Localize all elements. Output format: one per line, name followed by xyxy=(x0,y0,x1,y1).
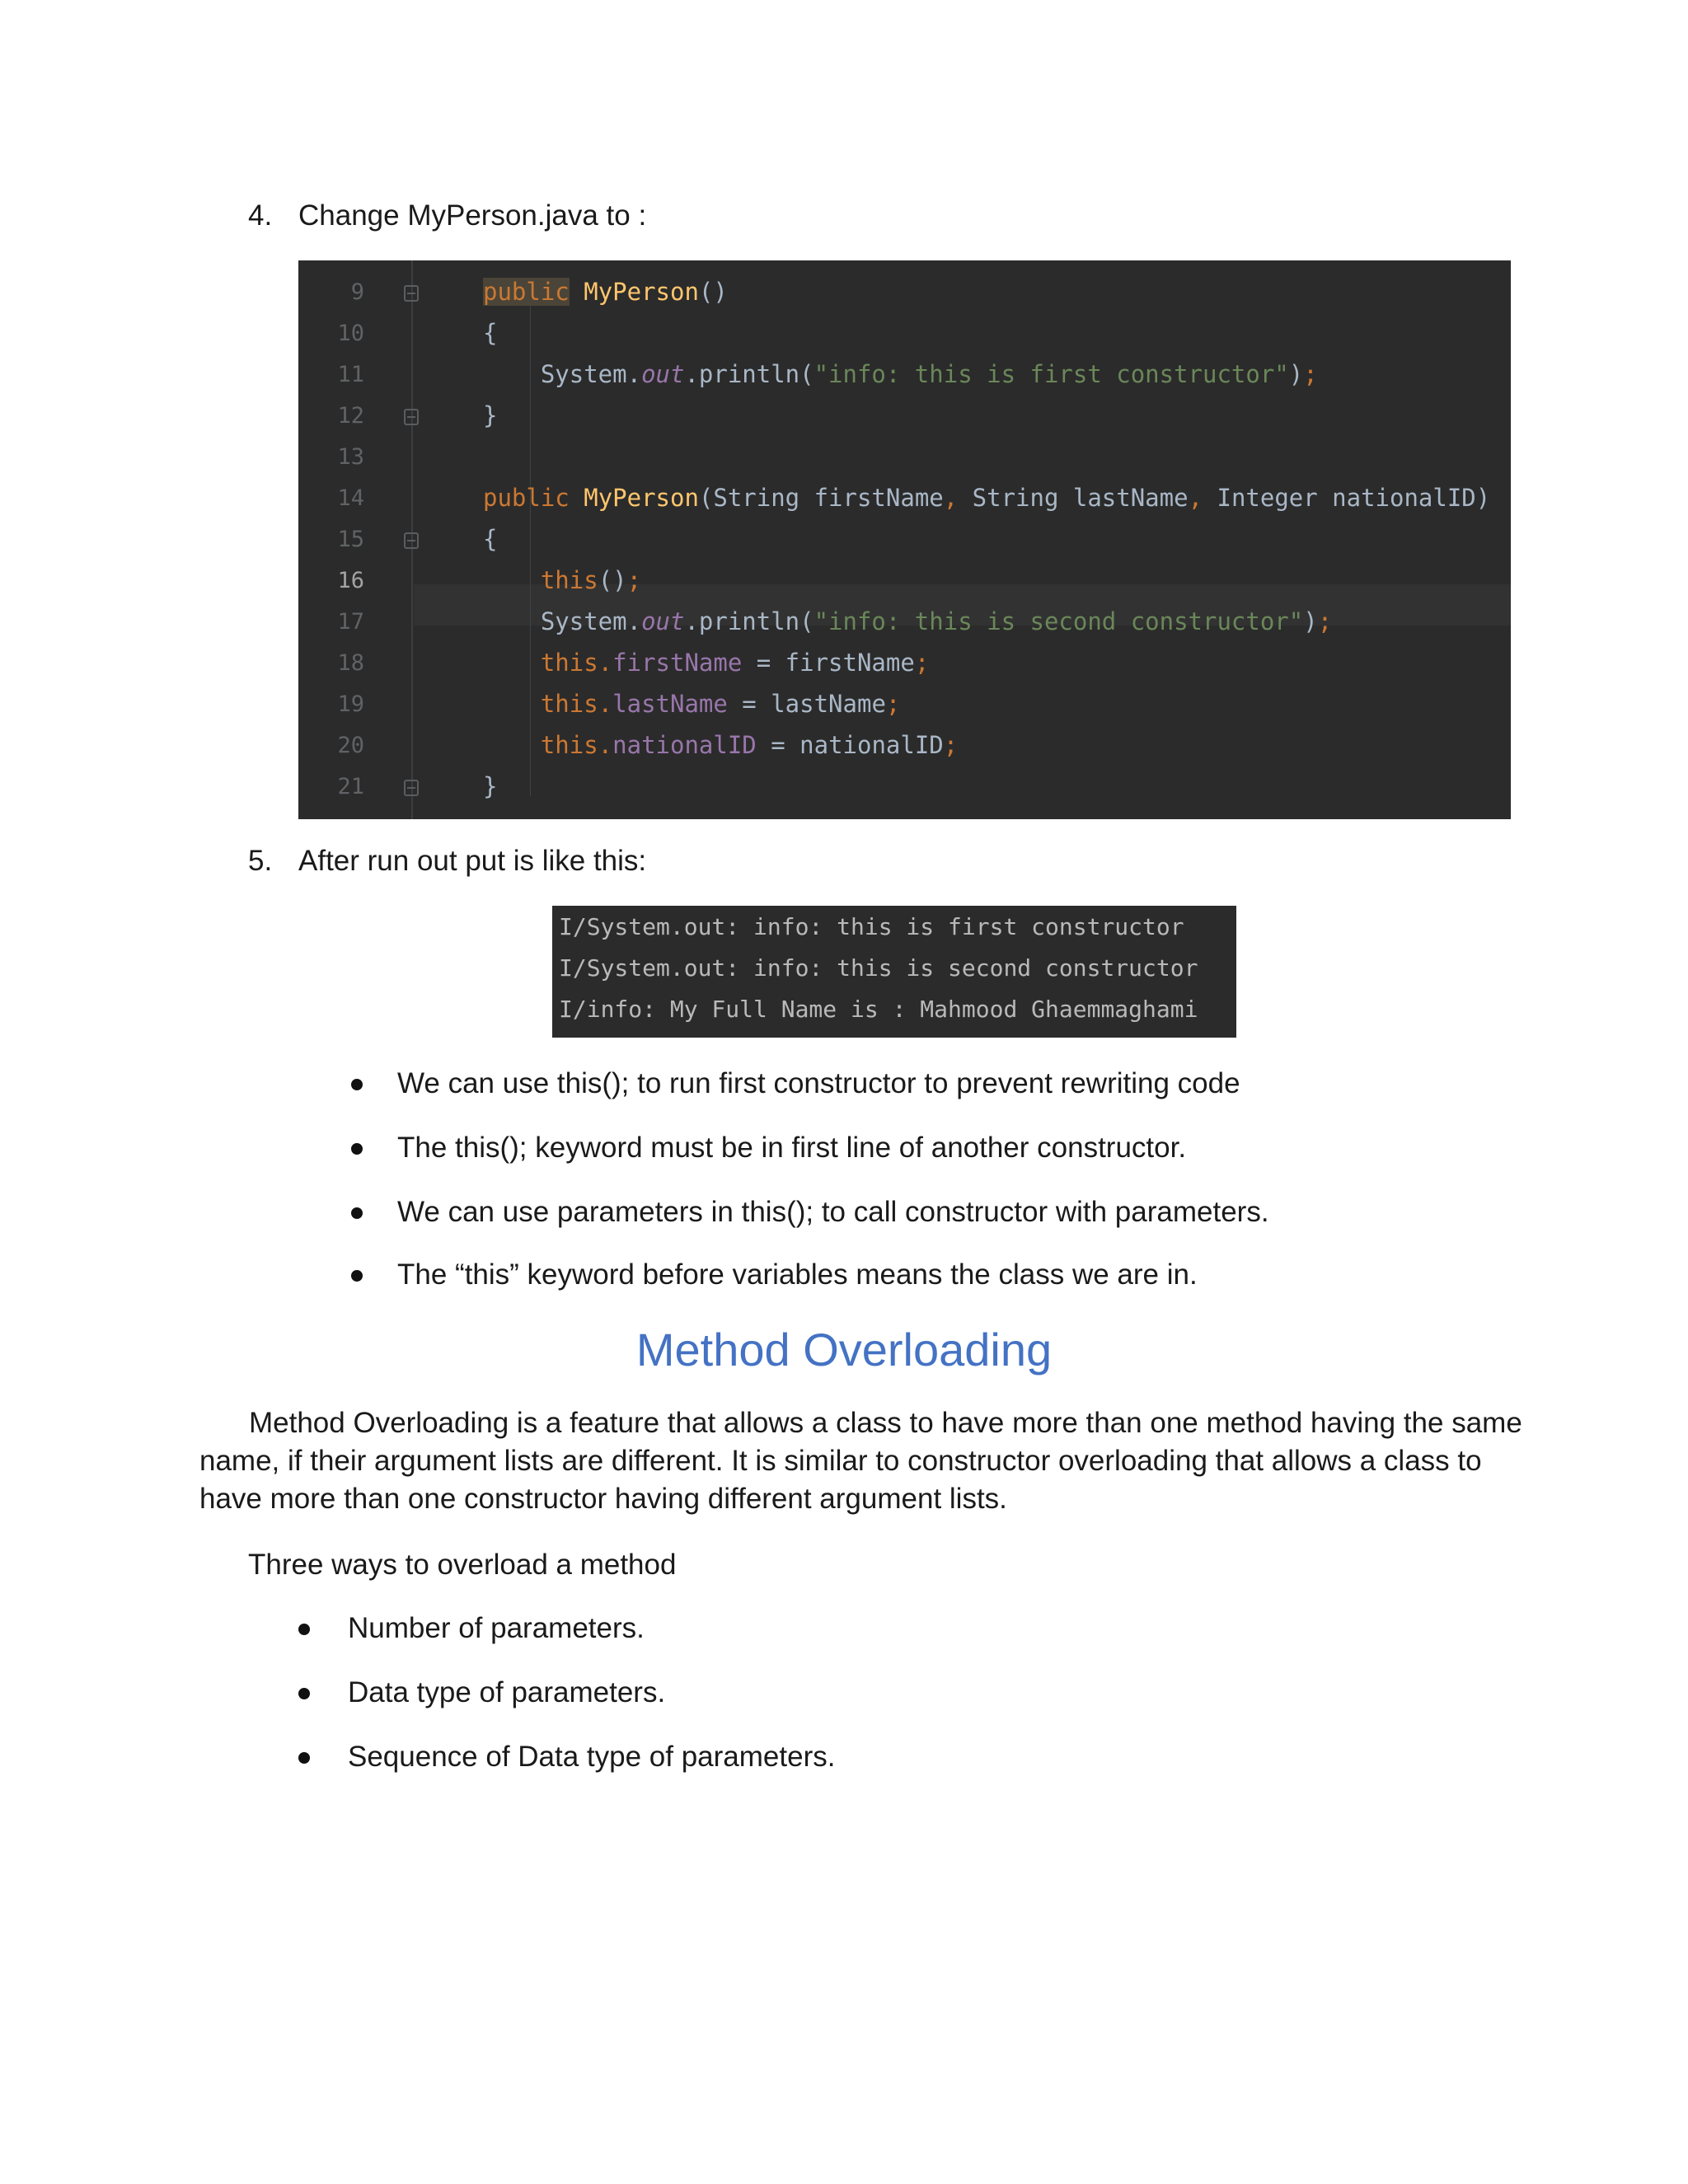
code-line: public MyPerson(String firstName, String lastName, Integer nationalID) xyxy=(483,484,1491,512)
code-editor-screenshot xyxy=(298,260,1511,819)
step-number: 5. xyxy=(248,845,273,877)
paragraph-line: have more than one constructor having different argument lists. xyxy=(199,1483,1007,1515)
note-text: We can use this(); to run first constructor to prevent rewriting code xyxy=(397,1067,1240,1099)
console-output-screenshot xyxy=(552,906,1236,1038)
code-line: this.firstName = firstName; xyxy=(540,649,930,677)
way-item: Number of parameters. xyxy=(348,1612,645,1644)
note-text: We can use parameters in this(); to call constructor with parameters. xyxy=(397,1196,1269,1228)
bullet-icon xyxy=(298,1624,310,1635)
way-item: Data type of parameters. xyxy=(348,1676,666,1708)
bullet-icon xyxy=(351,1143,363,1155)
step-number: 4. xyxy=(248,199,273,232)
note-text: The this(); keyword must be in first line of another constructor. xyxy=(397,1132,1187,1164)
code-line: this.nationalID = nationalID; xyxy=(540,731,959,759)
code-line: public MyPerson() xyxy=(483,278,728,306)
line-number: 12 xyxy=(337,403,364,429)
code-line: this(); xyxy=(540,566,642,594)
line-number: 19 xyxy=(337,691,364,717)
line-number: 14 xyxy=(337,485,364,511)
fold-marker-icon[interactable] xyxy=(404,409,419,425)
code-line: } xyxy=(483,772,498,800)
fold-marker-icon[interactable] xyxy=(404,780,419,796)
line-number: 17 xyxy=(337,609,364,635)
line-number: 9 xyxy=(350,279,364,305)
fold-marker-icon[interactable] xyxy=(404,285,419,302)
ways-intro: Three ways to overload a method xyxy=(248,1549,677,1581)
note-text: The “this” keyword before variables means the class we are in. xyxy=(397,1258,1198,1291)
code-line: { xyxy=(483,319,498,347)
body-paragraph xyxy=(199,1404,1522,1518)
line-number: 13 xyxy=(337,444,364,470)
line-number: 15 xyxy=(337,527,364,552)
bullet-icon xyxy=(351,1207,363,1219)
line-number: 11 xyxy=(337,362,364,387)
bullet-icon xyxy=(351,1270,363,1282)
console-line: I/System.out: info: this is first constructor xyxy=(559,913,1184,940)
line-number: 20 xyxy=(337,733,364,758)
code-line: System.out.println("info: this is second constructor"); xyxy=(540,607,1333,635)
bullet-icon xyxy=(351,1079,363,1090)
line-number: 18 xyxy=(337,650,364,676)
way-item: Sequence of Data type of parameters. xyxy=(348,1741,836,1773)
code-line: this.lastName = lastName; xyxy=(540,690,901,718)
line-number: 16 xyxy=(337,568,364,593)
code-line: } xyxy=(483,401,498,429)
line-number: 10 xyxy=(337,321,364,346)
paragraph-line: name, if their argument lists are different. It is similar to constructor overloading that allows a class to xyxy=(199,1445,1482,1477)
paragraph-line: Method Overloading is a feature that allows a class to have more than one method having the same xyxy=(249,1407,1522,1439)
bullet-icon xyxy=(298,1752,310,1764)
console-line: I/info: My Full Name is : Mahmood Ghaemmaghami xyxy=(559,996,1198,1023)
step-text: After run out put is like this: xyxy=(298,845,647,877)
code-line: { xyxy=(483,525,498,553)
fold-marker-icon[interactable] xyxy=(404,532,419,549)
bullet-icon xyxy=(298,1688,310,1699)
line-number: 21 xyxy=(337,774,364,799)
code-line: System.out.println("info: this is first constructor"); xyxy=(540,360,1318,388)
section-heading: Method Overloading xyxy=(635,1324,1053,1376)
step-text: Change MyPerson.java to : xyxy=(298,199,647,232)
console-line: I/System.out: info: this is second constructor xyxy=(559,954,1198,982)
